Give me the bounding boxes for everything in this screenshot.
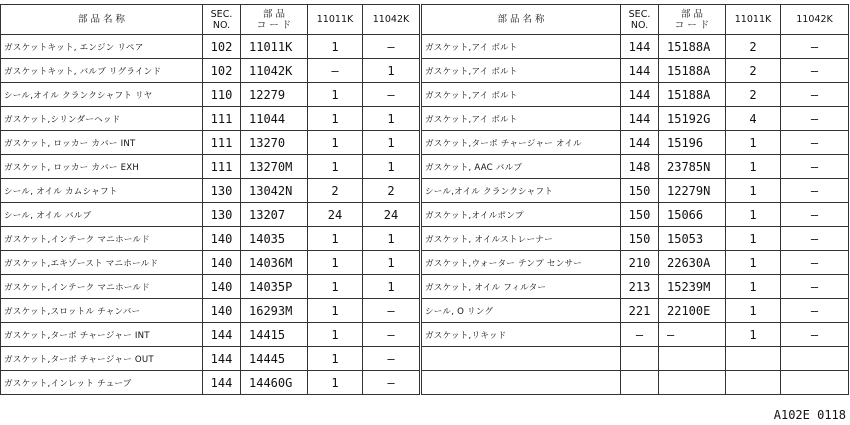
right-q1-cell: 1 bbox=[726, 131, 781, 155]
left-code-cell: 14035P bbox=[241, 275, 308, 299]
right-name-cell: ガスケット,アイ ボルト bbox=[421, 107, 621, 131]
document-code: A102E 0118 bbox=[773, 408, 846, 422]
left-name-cell: ガスケット,インテーク マニホールド bbox=[1, 275, 203, 299]
right-q1-cell: 1 bbox=[726, 275, 781, 299]
right-code-cell bbox=[659, 347, 726, 371]
table-row bbox=[1, 347, 849, 371]
right-code-cell: 12279N bbox=[659, 179, 726, 203]
left-q2-cell: – bbox=[363, 371, 421, 395]
right-q2-cell: – bbox=[781, 323, 849, 347]
right-code-cell: 15239M bbox=[659, 275, 726, 299]
left-code-cell: 13270 bbox=[241, 131, 308, 155]
col-header-code-line1: 部 品 bbox=[262, 8, 286, 20]
left-code-cell: 13207 bbox=[241, 203, 308, 227]
right-sec-cell: 210 bbox=[621, 251, 659, 275]
col-header-sec bbox=[203, 5, 241, 35]
left-sec-cell: 130 bbox=[203, 179, 241, 203]
right-q1-cell: 2 bbox=[726, 59, 781, 83]
right-sec-cell: 144 bbox=[621, 35, 659, 59]
parts-table bbox=[0, 4, 849, 395]
table-row bbox=[1, 59, 849, 83]
left-sec-cell: 111 bbox=[203, 131, 241, 155]
table-row bbox=[1, 131, 849, 155]
right-name-cell: ガスケット,アイ ボルト bbox=[421, 83, 621, 107]
left-sec-cell: 140 bbox=[203, 251, 241, 275]
right-q1-cell: 1 bbox=[726, 227, 781, 251]
right-q2-cell: – bbox=[781, 107, 849, 131]
left-q1-cell: 1 bbox=[308, 371, 363, 395]
left-name-cell: シール, オイル バルブ bbox=[1, 203, 203, 227]
left-sec-cell: 111 bbox=[203, 155, 241, 179]
right-q2-cell bbox=[781, 347, 849, 371]
left-q1-cell: 1 bbox=[308, 299, 363, 323]
right-q1-cell: 1 bbox=[726, 323, 781, 347]
left-q2-cell: – bbox=[363, 299, 421, 323]
left-q1-cell: 1 bbox=[308, 347, 363, 371]
table-row bbox=[1, 107, 849, 131]
right-q2-cell: – bbox=[781, 59, 849, 83]
right-sec-cell: 150 bbox=[621, 179, 659, 203]
right-name-cell: シール, O リング bbox=[421, 299, 621, 323]
right-q2-cell: – bbox=[781, 203, 849, 227]
left-code-cell: 14036M bbox=[241, 251, 308, 275]
right-sec-cell: 144 bbox=[621, 131, 659, 155]
right-code-cell: 23785N bbox=[659, 155, 726, 179]
right-name-cell: ガスケット,ターボ チャージャー オイル bbox=[421, 131, 621, 155]
right-sec-cell: 150 bbox=[621, 203, 659, 227]
left-q1-cell: 1 bbox=[308, 131, 363, 155]
col-header-code-right bbox=[659, 5, 726, 35]
right-code-cell: 15053 bbox=[659, 227, 726, 251]
left-q1-cell: – bbox=[308, 59, 363, 83]
right-sec-cell: 213 bbox=[621, 275, 659, 299]
left-name-cell: ガスケット,シリンダーヘッド bbox=[1, 107, 203, 131]
table-row bbox=[1, 323, 849, 347]
right-sec-cell: 221 bbox=[621, 299, 659, 323]
left-sec-cell: 102 bbox=[203, 59, 241, 83]
col-header-sec-right-line1: SEC. bbox=[628, 8, 651, 20]
right-q1-cell bbox=[726, 347, 781, 371]
table-row bbox=[1, 371, 849, 395]
left-name-cell: シール,オイル クランクシャフト リヤ bbox=[1, 83, 203, 107]
left-q1-cell: 1 bbox=[308, 107, 363, 131]
right-q2-cell: – bbox=[781, 227, 849, 251]
right-name-cell: ガスケット,オイルポンプ bbox=[421, 203, 621, 227]
left-sec-cell: 144 bbox=[203, 323, 241, 347]
left-name-cell: ガスケット,ターボ チャージャー OUT bbox=[1, 347, 203, 371]
right-sec-cell: 144 bbox=[621, 59, 659, 83]
right-q1-cell: 1 bbox=[726, 299, 781, 323]
right-q1-cell: 1 bbox=[726, 179, 781, 203]
right-name-cell bbox=[421, 347, 621, 371]
col-header-q1: 11011K bbox=[308, 5, 363, 35]
right-code-cell: – bbox=[659, 323, 726, 347]
left-code-cell: 16293M bbox=[241, 299, 308, 323]
left-code-cell: 13270M bbox=[241, 155, 308, 179]
left-q2-cell: – bbox=[363, 347, 421, 371]
right-name-cell: ガスケット,アイ ボルト bbox=[421, 35, 621, 59]
left-code-cell: 14035 bbox=[241, 227, 308, 251]
col-header-q2: 11042K bbox=[363, 5, 421, 35]
right-code-cell: 15188A bbox=[659, 83, 726, 107]
right-q2-cell: – bbox=[781, 155, 849, 179]
left-code-cell: 13042N bbox=[241, 179, 308, 203]
right-code-cell bbox=[659, 371, 726, 395]
left-q1-cell: 1 bbox=[308, 35, 363, 59]
right-name-cell bbox=[421, 371, 621, 395]
left-code-cell: 14415 bbox=[241, 323, 308, 347]
left-q2-cell: – bbox=[363, 83, 421, 107]
left-sec-cell: 140 bbox=[203, 227, 241, 251]
table-row bbox=[1, 203, 849, 227]
left-name-cell: ガスケット,スロットル チャンバー bbox=[1, 299, 203, 323]
right-name-cell: ガスケット, オイルストレーナー bbox=[421, 227, 621, 251]
right-q1-cell: 4 bbox=[726, 107, 781, 131]
left-q2-cell: 1 bbox=[363, 59, 421, 83]
left-sec-cell: 140 bbox=[203, 299, 241, 323]
left-code-cell: 12279 bbox=[241, 83, 308, 107]
col-header-sec-line1: SEC. bbox=[210, 8, 233, 20]
table-row bbox=[1, 275, 849, 299]
right-q2-cell bbox=[781, 371, 849, 395]
right-q2-cell: – bbox=[781, 35, 849, 59]
right-q2-cell: – bbox=[781, 251, 849, 275]
header-row bbox=[1, 5, 849, 35]
right-code-cell: 15188A bbox=[659, 59, 726, 83]
left-q2-cell: 1 bbox=[363, 131, 421, 155]
left-code-cell: 14445 bbox=[241, 347, 308, 371]
col-header-code-right-line1: 部 品 bbox=[680, 8, 704, 20]
right-code-cell: 15066 bbox=[659, 203, 726, 227]
col-header-q2-right: 11042K bbox=[781, 5, 849, 35]
right-sec-cell: 150 bbox=[621, 227, 659, 251]
right-q2-cell: – bbox=[781, 275, 849, 299]
left-q2-cell: 1 bbox=[363, 155, 421, 179]
right-sec-cell bbox=[621, 347, 659, 371]
col-header-code-right-line2: コ ー ド bbox=[674, 19, 710, 31]
right-sec-cell bbox=[621, 371, 659, 395]
right-q1-cell: 2 bbox=[726, 35, 781, 59]
left-q2-cell: 1 bbox=[363, 227, 421, 251]
left-name-cell: ガスケット, ロッカー カバー INT bbox=[1, 131, 203, 155]
table-row bbox=[1, 179, 849, 203]
left-q2-cell: 1 bbox=[363, 107, 421, 131]
left-sec-cell: 144 bbox=[203, 347, 241, 371]
right-sec-cell: 144 bbox=[621, 83, 659, 107]
table-row bbox=[1, 155, 849, 179]
left-code-cell: 11011K bbox=[241, 35, 308, 59]
left-sec-cell: 144 bbox=[203, 371, 241, 395]
right-name-cell: シール,オイル クランクシャフト bbox=[421, 179, 621, 203]
parts-sheet bbox=[0, 4, 848, 405]
right-name-cell: ガスケット, AAC バルブ bbox=[421, 155, 621, 179]
left-q1-cell: 2 bbox=[308, 179, 363, 203]
left-q1-cell: 24 bbox=[308, 203, 363, 227]
right-q2-cell: – bbox=[781, 299, 849, 323]
right-code-cell: 22100E bbox=[659, 299, 726, 323]
col-header-name: 部 品 名 称 bbox=[1, 5, 203, 35]
table-row bbox=[1, 83, 849, 107]
left-name-cell: ガスケット,ターボ チャージャー INT bbox=[1, 323, 203, 347]
right-q2-cell: – bbox=[781, 131, 849, 155]
right-sec-cell: 144 bbox=[621, 107, 659, 131]
right-code-cell: 15196 bbox=[659, 131, 726, 155]
col-header-sec-line2: NO. bbox=[212, 19, 231, 31]
right-q1-cell bbox=[726, 371, 781, 395]
col-header-code-line2: コ ー ド bbox=[256, 19, 292, 31]
left-name-cell: ガスケット,インレット チューブ bbox=[1, 371, 203, 395]
right-q2-cell: – bbox=[781, 83, 849, 107]
left-sec-cell: 130 bbox=[203, 203, 241, 227]
left-name-cell: ガスケットキット, エンジン リペア bbox=[1, 35, 203, 59]
left-q1-cell: 1 bbox=[308, 155, 363, 179]
left-code-cell: 14460G bbox=[241, 371, 308, 395]
left-sec-cell: 110 bbox=[203, 83, 241, 107]
right-code-cell: 15188A bbox=[659, 35, 726, 59]
table-row bbox=[1, 227, 849, 251]
right-q2-cell: – bbox=[781, 179, 849, 203]
left-name-cell: ガスケットキット, バルブ リグラインド bbox=[1, 59, 203, 83]
left-name-cell: ガスケット,インテーク マニホールド bbox=[1, 227, 203, 251]
left-q1-cell: 1 bbox=[308, 83, 363, 107]
left-q1-cell: 1 bbox=[308, 323, 363, 347]
left-sec-cell: 102 bbox=[203, 35, 241, 59]
right-sec-cell: 148 bbox=[621, 155, 659, 179]
left-q1-cell: 1 bbox=[308, 275, 363, 299]
right-q1-cell: 2 bbox=[726, 83, 781, 107]
left-name-cell: ガスケット, ロッカー カバー EXH bbox=[1, 155, 203, 179]
col-header-sec-right-line2: NO. bbox=[630, 19, 649, 31]
right-name-cell: ガスケット,ウォーター テンプ センサー bbox=[421, 251, 621, 275]
left-q2-cell: 1 bbox=[363, 275, 421, 299]
left-code-cell: 11044 bbox=[241, 107, 308, 131]
parts-table-body bbox=[1, 35, 849, 395]
left-q2-cell: – bbox=[363, 323, 421, 347]
right-name-cell: ガスケット,リキッド bbox=[421, 323, 621, 347]
col-header-code bbox=[241, 5, 308, 35]
right-code-cell: 22630A bbox=[659, 251, 726, 275]
left-sec-cell: 140 bbox=[203, 275, 241, 299]
right-q1-cell: 1 bbox=[726, 251, 781, 275]
left-q1-cell: 1 bbox=[308, 227, 363, 251]
left-q1-cell: 1 bbox=[308, 251, 363, 275]
left-name-cell: シール, オイル カムシャフト bbox=[1, 179, 203, 203]
right-q1-cell: 1 bbox=[726, 203, 781, 227]
table-row bbox=[1, 35, 849, 59]
left-q2-cell: 2 bbox=[363, 179, 421, 203]
left-code-cell: 11042K bbox=[241, 59, 308, 83]
left-q2-cell: – bbox=[363, 35, 421, 59]
col-header-sec-right bbox=[621, 5, 659, 35]
right-name-cell: ガスケット,アイ ボルト bbox=[421, 59, 621, 83]
right-code-cell: 15192G bbox=[659, 107, 726, 131]
right-q1-cell: 1 bbox=[726, 155, 781, 179]
col-header-q1-right: 11011K bbox=[726, 5, 781, 35]
table-row bbox=[1, 251, 849, 275]
left-q2-cell: 1 bbox=[363, 251, 421, 275]
left-q2-cell: 24 bbox=[363, 203, 421, 227]
left-name-cell: ガスケット,エキゾースト マニホールド bbox=[1, 251, 203, 275]
col-header-name-right: 部 品 名 称 bbox=[421, 5, 621, 35]
right-sec-cell: – bbox=[621, 323, 659, 347]
table-row bbox=[1, 299, 849, 323]
right-name-cell: ガスケット, オイル フィルター bbox=[421, 275, 621, 299]
left-sec-cell: 111 bbox=[203, 107, 241, 131]
